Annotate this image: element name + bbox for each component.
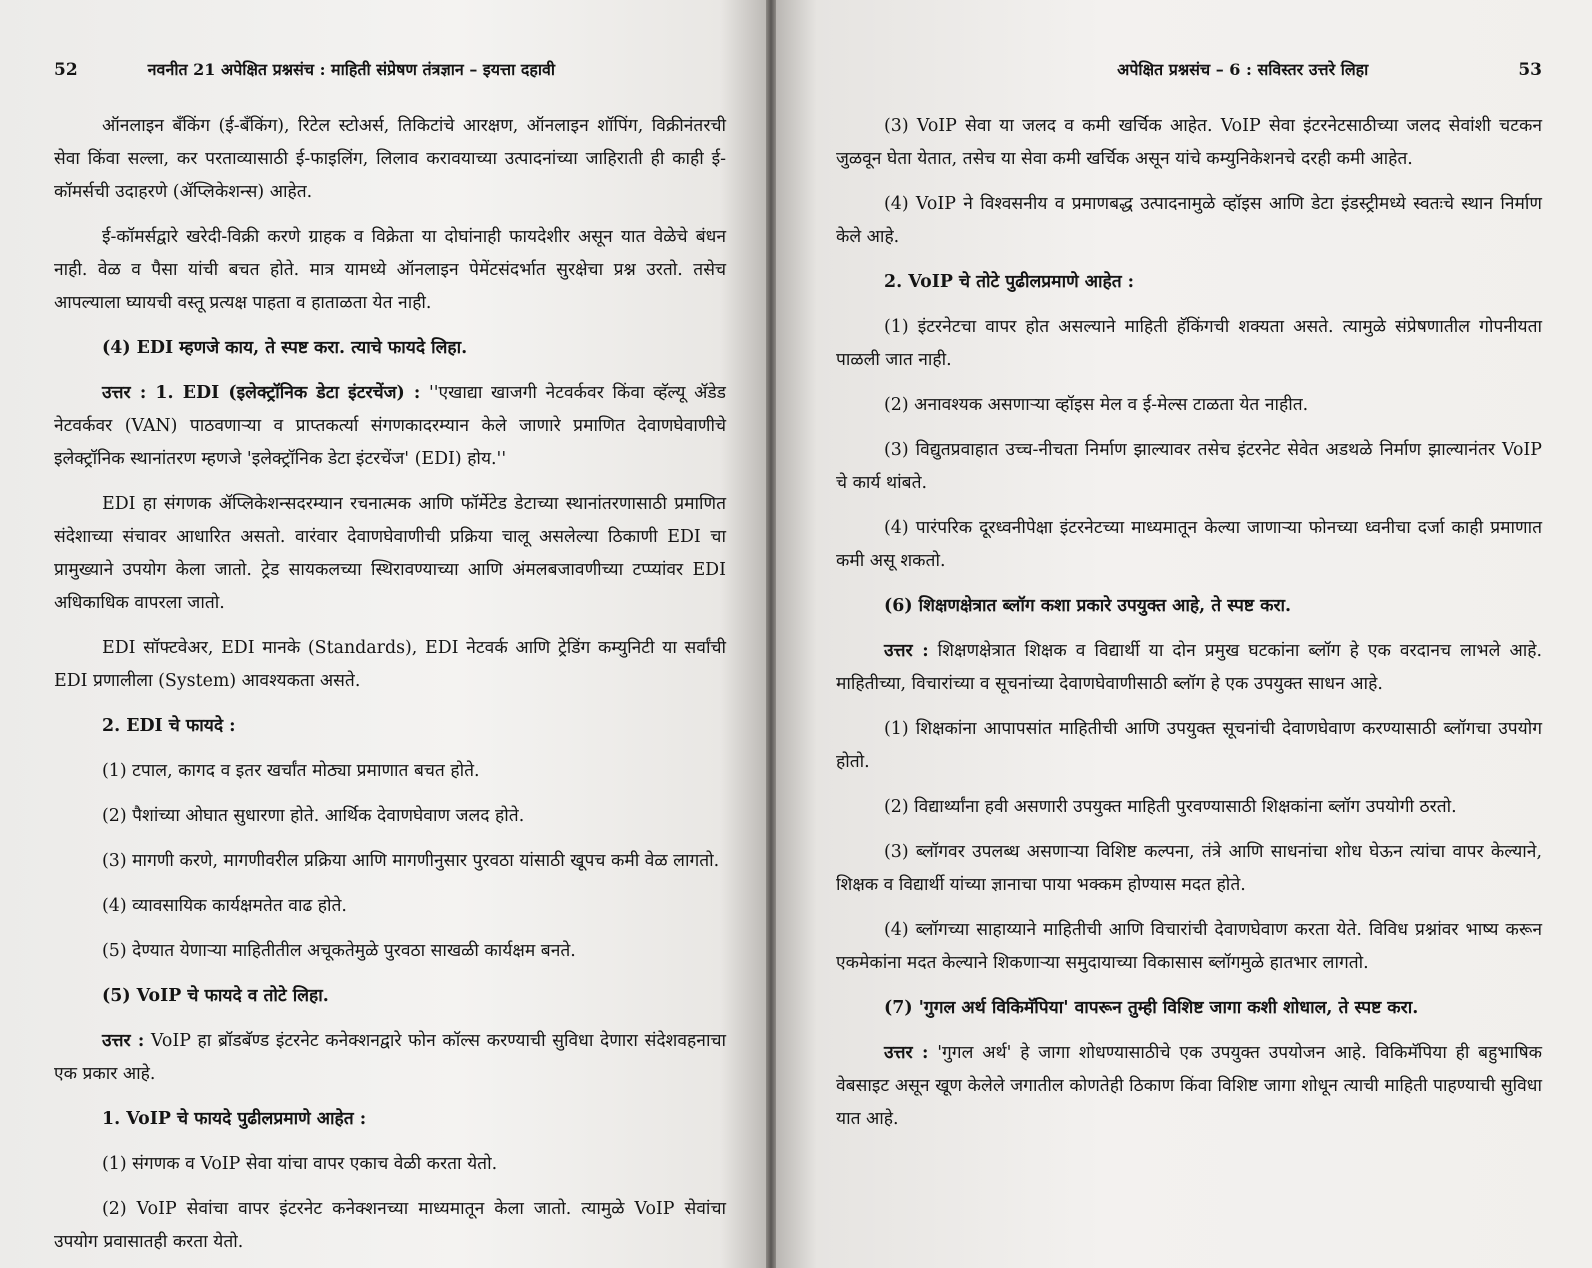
left-page — [0, 0, 766, 1268]
section-subheading: 1. VoIP चे फायदे पुढीलप्रमाणे आहेत : — [102, 1109, 367, 1129]
paragraph: (3) ब्लॉगवर उपलब्ध असणाऱ्या विशिष्ट कल्पना, तंत्रे आणि साधनांचा शोध घेऊन त्यांचा वापर केल्याने, शिक्षक व विद्यार्थी यांच्या ज्ञानाचा पाया भक्कम होण्यास मदत होते. — [836, 842, 1542, 895]
paragraph: (2) विद्यार्थ्यांना हवी असणारी उपयुक्त माहिती पुरवण्यासाठी शिक्षकांना ब्लॉग उपयोगी ठरतो. — [884, 797, 1457, 817]
paragraph — [54, 1025, 726, 1091]
paragraph: (4) VoIP ने विश्वसनीय व प्रमाणबद्ध उत्पादनामुळे व्हॉइस आणि डेटा इंडस्ट्रीमध्ये स्वतःचे स्थान निर्माण केले आहे. — [836, 194, 1542, 247]
running-head: अपेक्षित प्रश्नसंच – 6 : सविस्तर उत्तरे लिहा — [1117, 60, 1369, 79]
paragraph: (4) ब्लॉगच्या साहाय्याने माहितीची आणि विचारांची देवाणघेवाण करता येते. विविध प्रश्नांवर भाष्य करून एकमेकांना मदत केल्याने शिकणाऱ्या समुदायाच्या विकासास ब्लॉगमुळे हातभार लागतो. — [836, 920, 1542, 973]
question-heading: (7) 'गुगल अर्थ विकिमॅपिया' वापरून तुम्ही विशिष्ट जागा कशी शोधाल, ते स्पष्ट करा. — [884, 998, 1419, 1018]
paragraph: (1) टपाल, कागद व इतर खर्चांत मोठ्या प्रमाणात बचत होते. — [102, 761, 480, 781]
answer-text: 'गुगल अर्थ' हे जागा शोधण्यासाठीचे एक उपयुक्त उपयोजन आहे. विकिमॅपिया ही बहुभाषिक वेबसाइट असून खूण केलेले जगातील कोणतेही ठिकाण किंवा विशिष्ट जागा शोधून त्याची माहिती पाहण्याची सुविधा यात आहे. — [836, 1043, 1542, 1129]
paragraph: (5) देण्यात येणाऱ्या माहितीतील अचूकतेमुळे पुरवठा साखळी कार्यक्षम बनते. — [102, 941, 576, 961]
section-subheading: 2. VoIP चे तोटे पुढीलप्रमाणे आहेत : — [884, 272, 1135, 292]
question-heading: (5) VoIP चे फायदे व तोटे लिहा. — [102, 986, 329, 1006]
paragraph — [836, 1037, 1542, 1136]
paragraph: (2) पैशांच्या ओघात सुधारणा होते. आर्थिक देवाणघेवाण जलद होते. — [102, 806, 525, 826]
left-page-body — [54, 110, 726, 1259]
paragraph: (4) व्यावसायिक कार्यक्षमतेत वाढ होते. — [102, 896, 347, 916]
paragraph: (1) शिक्षकांना आपापसांत माहितीची आणि उपयुक्त सूचनांची देवाणघेवाण करण्यासाठी ब्लॉगचा उपयोग होतो. — [836, 719, 1542, 772]
paragraph: EDI सॉफ्टवेअर, EDI मानके (Standards), EDI नेटवर्क आणि ट्रेडिंग कम्युनिटी या सर्वांची EDI प्रणालीला (System) आवश्यकता असते. — [54, 638, 726, 691]
right-page-body — [836, 110, 1542, 1136]
answer-label: उत्तर : 1. EDI (इलेक्ट्रॉनिक डेटा इंटरचेंज) : — [102, 383, 421, 403]
paragraph: (4) पारंपरिक दूरध्वनीपेक्षा इंटरनेटच्या माध्यमातून केल्या जाणाऱ्या फोनच्या ध्वनीचा दर्जा काही प्रमाणात कमी असू शकतो. — [836, 518, 1542, 571]
right-running-header — [836, 58, 1542, 80]
question-heading: (4) EDI म्हणजे काय, ते स्पष्ट करा. त्याचे फायदे लिहा. — [102, 338, 468, 358]
paragraph — [54, 377, 726, 476]
book-gutter — [766, 0, 776, 1268]
question-heading: (6) शिक्षणक्षेत्रात ब्लॉग कशा प्रकारे उपयुक्त आहे, ते स्पष्ट करा. — [884, 596, 1292, 616]
paragraph: EDI हा संगणक ॲप्लिकेशन्सदरम्यान रचनात्मक आणि फॉर्मेटेड डेटाच्या स्थानांतरणासाठी प्रमाणित संदेशाच्या संचावर आधारित असतो. वारंवार देवाणघेवाणीची प्रक्रिया चालू असलेल्या ठिकाणी EDI चा प्रामुख्याने उपयोग केला जातो. ट्रेड सायकलच्या स्थिरावण्याच्या आणि अंमलबजावणीच्या टप्प्यांवर EDI अधिकाधिक वापरला जातो. — [54, 494, 726, 613]
left-running-header — [54, 58, 726, 80]
answer-label: उत्तर : — [102, 1031, 145, 1051]
paragraph: (1) संगणक व VoIP सेवा यांचा वापर एकाच वेळी करता येतो. — [102, 1154, 498, 1174]
page-number: 53 — [1518, 60, 1542, 80]
running-head: नवनीत 21 अपेक्षित प्रश्नसंच : माहिती संप्रेषण तंत्रज्ञान – इयत्ता दहावी — [147, 60, 556, 79]
paragraph: (2) VoIP सेवांचा वापर इंटरनेट कनेक्शनच्या माध्यमातून केला जातो. त्यामुळे VoIP सेवांचा उपयोग प्रवासातही करता येतो. — [54, 1199, 726, 1252]
answer-text: VoIP हा ब्रॉडबॅण्ड इंटरनेट कनेक्शनद्वारे फोन कॉल्स करण्याची सुविधा देणारा संदेशवहनाचा एक प्रकार आहे. — [54, 1031, 726, 1084]
answer-text: शिक्षणक्षेत्रात शिक्षक व विद्यार्थी या दोन प्रमुख घटकांना ब्लॉग हे एक वरदानच लाभले आहे. माहितीच्या, विचारांच्या व सूचनांच्या देवाणघेवाणीसाठी ब्लॉग हे एक उपयुक्त साधन आहे. — [836, 641, 1542, 694]
paragraph: (1) इंटरनेटचा वापर होत असल्याने माहिती हॅकिंगची शक्यता असते. त्यामुळे संप्रेषणातील गोपनीयता पाळली जात नाही. — [836, 317, 1542, 370]
section-subheading: 2. EDI चे फायदे : — [102, 716, 236, 736]
answer-label: उत्तर : — [884, 641, 929, 661]
right-page — [776, 0, 1592, 1268]
page-number: 52 — [54, 60, 78, 80]
paragraph: (3) VoIP सेवा या जलद व कमी खर्चिक आहेत. VoIP सेवा इंटरनेटसाठीच्या जलद सेवांशी चटकन जुळवून घेता येतात, तसेच या सेवा कमी खर्चिक असून यांचे कम्युनिकेशनचे दरही कमी आहेत. — [836, 116, 1542, 169]
paragraph: ई-कॉमर्सद्वारे खरेदी-विक्री करणे ग्राहक व विक्रेता या दोघांनाही फायदेशीर असून यात वेळेचे बंधन नाही. वेळ व पैसा यांची बचत होते. मात्र यामध्ये ऑनलाइन पेमेंटसंदर्भात सुरक्षेचा प्रश्न उरतो. तसेच आपल्याला घ्यायची वस्तू प्रत्यक्ष पाहता व हाताळता येत नाही. — [54, 227, 726, 313]
paragraph: (3) मागणी करणे, मागणीवरील प्रक्रिया आणि मागणीनुसार पुरवठा यांसाठी खूपच कमी वेळ लागतो. — [102, 851, 720, 871]
paragraph: ऑनलाइन बँकिंग (ई-बँकिंग), रिटेल स्टोअर्स, तिकिटांचे आरक्षण, ऑनलाइन शॉपिंग, विक्रीनंतरची सेवा किंवा सल्ला, कर परताव्यासाठी ई-फाइलिंग, लिलाव करावयाच्या उत्पादनांच्या जाहिराती ही काही ई-कॉमर्सची उदाहरणे (ॲप्लिकेशन्स) आहेत. — [54, 116, 726, 202]
answer-label: उत्तर : — [884, 1043, 929, 1063]
answer-text: ''एखाद्या खाजगी नेटवर्कवर किंवा व्हॅल्यू ॲडेड नेटवर्कवर (VAN) पाठवणाऱ्या व प्राप्तकर्त्या संगणकादरम्यान केले जाणारे प्रमाणित देवाणघेवाणीचे इलेक्ट्रॉनिक स्थानांतरण म्हणजे 'इलेक्ट्रॉनिक डेटा इंटरचेंज' (EDI) होय.'' — [54, 383, 726, 469]
paragraph — [836, 635, 1542, 701]
paragraph: (2) अनावश्यक असणाऱ्या व्हॉइस मेल व ई-मेल्स टाळता येत नाहीत. — [884, 395, 1309, 415]
paragraph: (3) विद्युतप्रवाहात उच्च-नीचता निर्माण झाल्यावर तसेच इंटरनेट सेवेत अडथळे निर्माण झाल्यानंतर VoIP चे कार्य थांबते. — [836, 440, 1542, 493]
